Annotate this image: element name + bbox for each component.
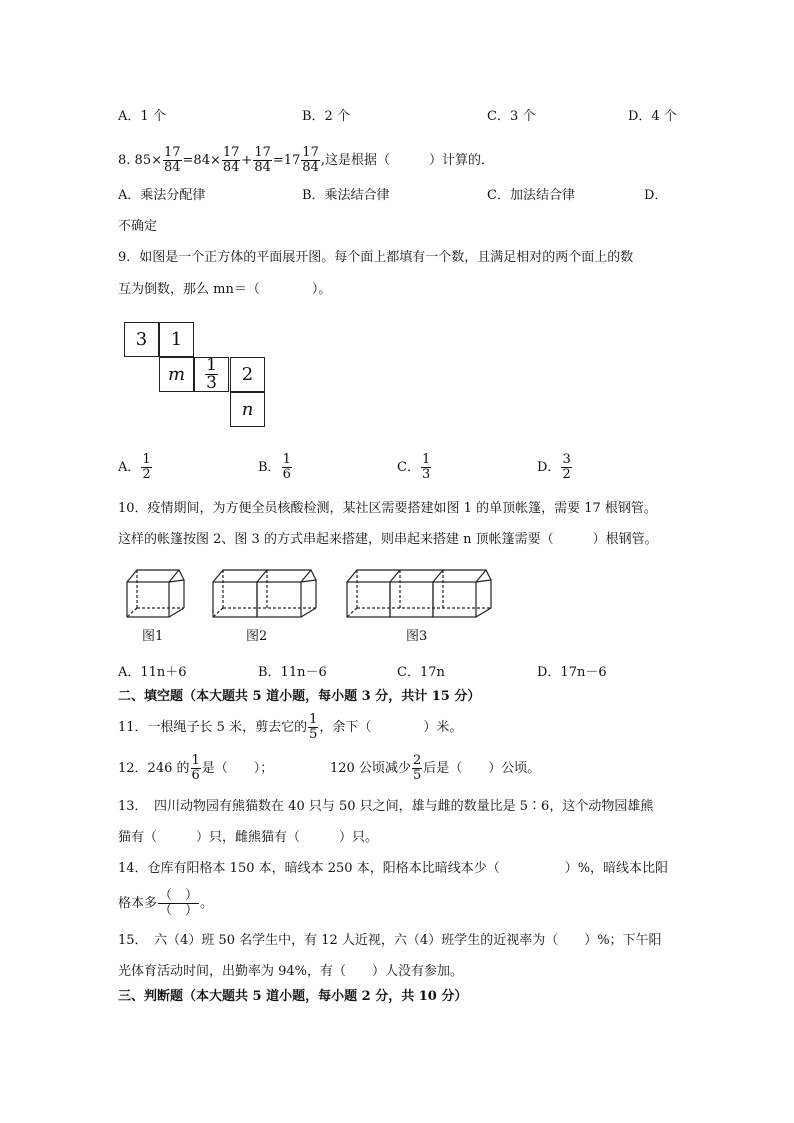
q9-option-d-fraction [561, 453, 571, 482]
q7-option-b: B．2 个 [302, 109, 350, 124]
q11-text-b: ，余下（ ）米。 [319, 720, 463, 735]
q14-line2 [118, 886, 213, 922]
q13-line2: 猫有（ ）只，雌熊猫有（ ）只。 [118, 830, 379, 845]
q9-option-d-num: 3 [562, 452, 571, 467]
q12-text-d: 后是（ ）公顷。 [423, 761, 541, 776]
net-cell-n [230, 392, 265, 427]
net-cell-2-label: 2 [241, 364, 254, 385]
q9-option-a-fraction [141, 453, 151, 482]
section-3-heading: 三、判断题（本大题共 5 道小题，每小题 2 分，共 10 分） [118, 989, 468, 1004]
q8-stem [118, 146, 494, 175]
q9-option-b [258, 453, 293, 483]
q12-fraction-2 [412, 754, 422, 783]
q14-fraction-num-blank: （ ） [159, 888, 199, 903]
q8-text-d: =17 [272, 153, 301, 168]
q8-text-e: ,这是根据（ ）计算的． [320, 153, 494, 168]
net-fraction [205, 357, 218, 392]
q9-option-c-den: 3 [421, 467, 431, 482]
q7-option-d: D．4 个 [628, 109, 677, 124]
q12-f1-den: 6 [191, 768, 200, 783]
q14-text-b: 。 [200, 896, 214, 911]
net-cell-1 [159, 322, 194, 357]
q10-option-d: D．17n－6 [537, 665, 607, 680]
q9-option-c-label: C． [397, 460, 420, 475]
q13-line1: 13． 四川动物园有熊猫数在 40 只与 50 只之间，雄与雌的数量比是 5∶6，这个动物园雄熊 [118, 799, 654, 814]
q10-option-c: C．17n [397, 665, 445, 680]
q9-option-b-fraction [282, 453, 292, 482]
q9-option-c [397, 453, 432, 483]
q12-f2-num: 2 [412, 753, 422, 768]
net-cell-m-label: m [167, 364, 186, 385]
tent-figure-3 [344, 564, 494, 624]
net-cell-n-label: n [241, 399, 254, 420]
q9-option-b-den: 6 [282, 467, 291, 482]
caption-figure-3: 图3 [406, 629, 428, 644]
q9-option-a-label: A． [118, 460, 141, 475]
q9-option-d-den: 2 [562, 467, 571, 482]
q8-f2-den: 84 [222, 160, 240, 175]
tent-figure-2 [210, 564, 320, 624]
q11-stem [118, 713, 462, 743]
q12-text-b: 是（ ）； [201, 761, 274, 776]
q8-fraction-1 [163, 146, 182, 175]
q8-f1-num: 17 [163, 145, 181, 160]
q11-fraction-num: 1 [309, 712, 318, 727]
q8-option-c: C．加法结合律 [487, 188, 575, 203]
net-cell-3-label: 3 [135, 329, 148, 350]
q8-fraction-4 [301, 146, 320, 175]
q8-text-a: 85× [134, 153, 162, 168]
q11-fraction-den: 5 [309, 727, 318, 742]
q12-fraction-1 [191, 754, 201, 783]
q15-line2: 光体育活动时间，出勤率为 94%，有（ ）人没有参加。 [118, 964, 464, 979]
q8-f4-num: 17 [302, 145, 319, 160]
q9-option-d [537, 453, 573, 483]
q14-line1: 14．仓库有阳格本 150 本，暗线本 250 本，阳格本比暗线本少（ ）%，暗线本比阳 [118, 861, 669, 876]
q8-option-a: A．乘法分配律 [118, 188, 206, 203]
q12-f1-num: 1 [191, 753, 200, 768]
q14-fraction-den-blank: （ ） [159, 903, 199, 918]
q9-option-b-label: B． [258, 460, 281, 475]
q8-f3-num: 17 [254, 145, 271, 160]
q14-fraction-blank [158, 889, 199, 918]
q11-text-a: 11．一根绳子长 5 米，剪去它的 [118, 720, 308, 735]
net-cell-one-third [194, 357, 229, 392]
q10-option-a: A．11n＋6 [118, 665, 187, 680]
q8-f4-den: 84 [302, 160, 319, 175]
q8-f3-den: 84 [254, 160, 271, 175]
tent-figure-1 [124, 564, 188, 624]
net-fraction-num: 1 [206, 355, 217, 375]
q9-option-c-fraction [421, 453, 431, 482]
q9-option-c-num: 1 [421, 452, 431, 467]
q8-option-d-continued: 不确定 [118, 219, 158, 234]
net-cell-m [159, 357, 194, 392]
q12-text-c: 120 公顷减少 [330, 761, 411, 776]
q9-option-a-num: 1 [142, 452, 151, 467]
q9-line1: 9．如图是一个正方体的平面展开图。每个面上都填有一个数，且满足相对的两个面上的数 [118, 250, 634, 265]
q8-option-d: D． [644, 188, 668, 203]
net-cell-1-label: 1 [170, 329, 183, 350]
q14-text-a: 格本多 [118, 896, 158, 911]
q10-line1: 10．疫情期间，为方便全员核酸检测，某社区需要搭建如图 1 的单顶帐篷，需要 17 根钢管。 [118, 501, 657, 516]
q7-option-a: A．1 个 [118, 109, 166, 124]
q8-number: 8. [118, 153, 135, 168]
q12-part2 [330, 754, 540, 784]
q7-option-c: C．3 个 [487, 109, 536, 124]
section-2-heading: 二、填空题（本大题共 5 道小题，每小题 3 分，共计 15 分） [118, 689, 481, 704]
q11-fraction [308, 713, 318, 742]
q8-fraction-2 [222, 146, 241, 175]
q10-option-b: B．11n－6 [258, 665, 327, 680]
q15-line1: 15． 六（4）班 50 名学生中，有 12 人近视，六（4）班学生的近视率为（ ）%；下午阳 [118, 933, 662, 948]
q9-option-d-label: D． [537, 460, 561, 475]
q9-option-a-den: 2 [142, 467, 151, 482]
q12-part1 [118, 754, 273, 784]
q8-fraction-3 [253, 146, 272, 175]
q8-option-b: B．乘法结合律 [302, 188, 390, 203]
q10-line2: 这样的帐篷按图 2、图 3 的方式串起来搭建，则串起来搭建 n 顶帐篷需要（ ）根钢管。 [118, 532, 658, 547]
q9-line2: 互为倒数，那么 mn＝（ ）。 [118, 282, 332, 297]
q8-text-c: + [241, 153, 253, 168]
q9-option-a [118, 453, 153, 483]
q9-option-b-num: 1 [282, 452, 291, 467]
caption-figure-1: 图1 [142, 629, 164, 644]
net-cell-2 [230, 357, 265, 392]
q8-f1-den: 84 [163, 160, 181, 175]
caption-figure-2: 图2 [246, 629, 268, 644]
q8-text-b: =84× [182, 153, 221, 168]
net-fraction-den: 3 [206, 373, 217, 393]
q12-text-a: 12．246 的 [118, 761, 190, 776]
net-cell-3 [124, 322, 159, 357]
q12-f2-den: 5 [412, 768, 422, 783]
q8-f2-num: 17 [222, 145, 240, 160]
